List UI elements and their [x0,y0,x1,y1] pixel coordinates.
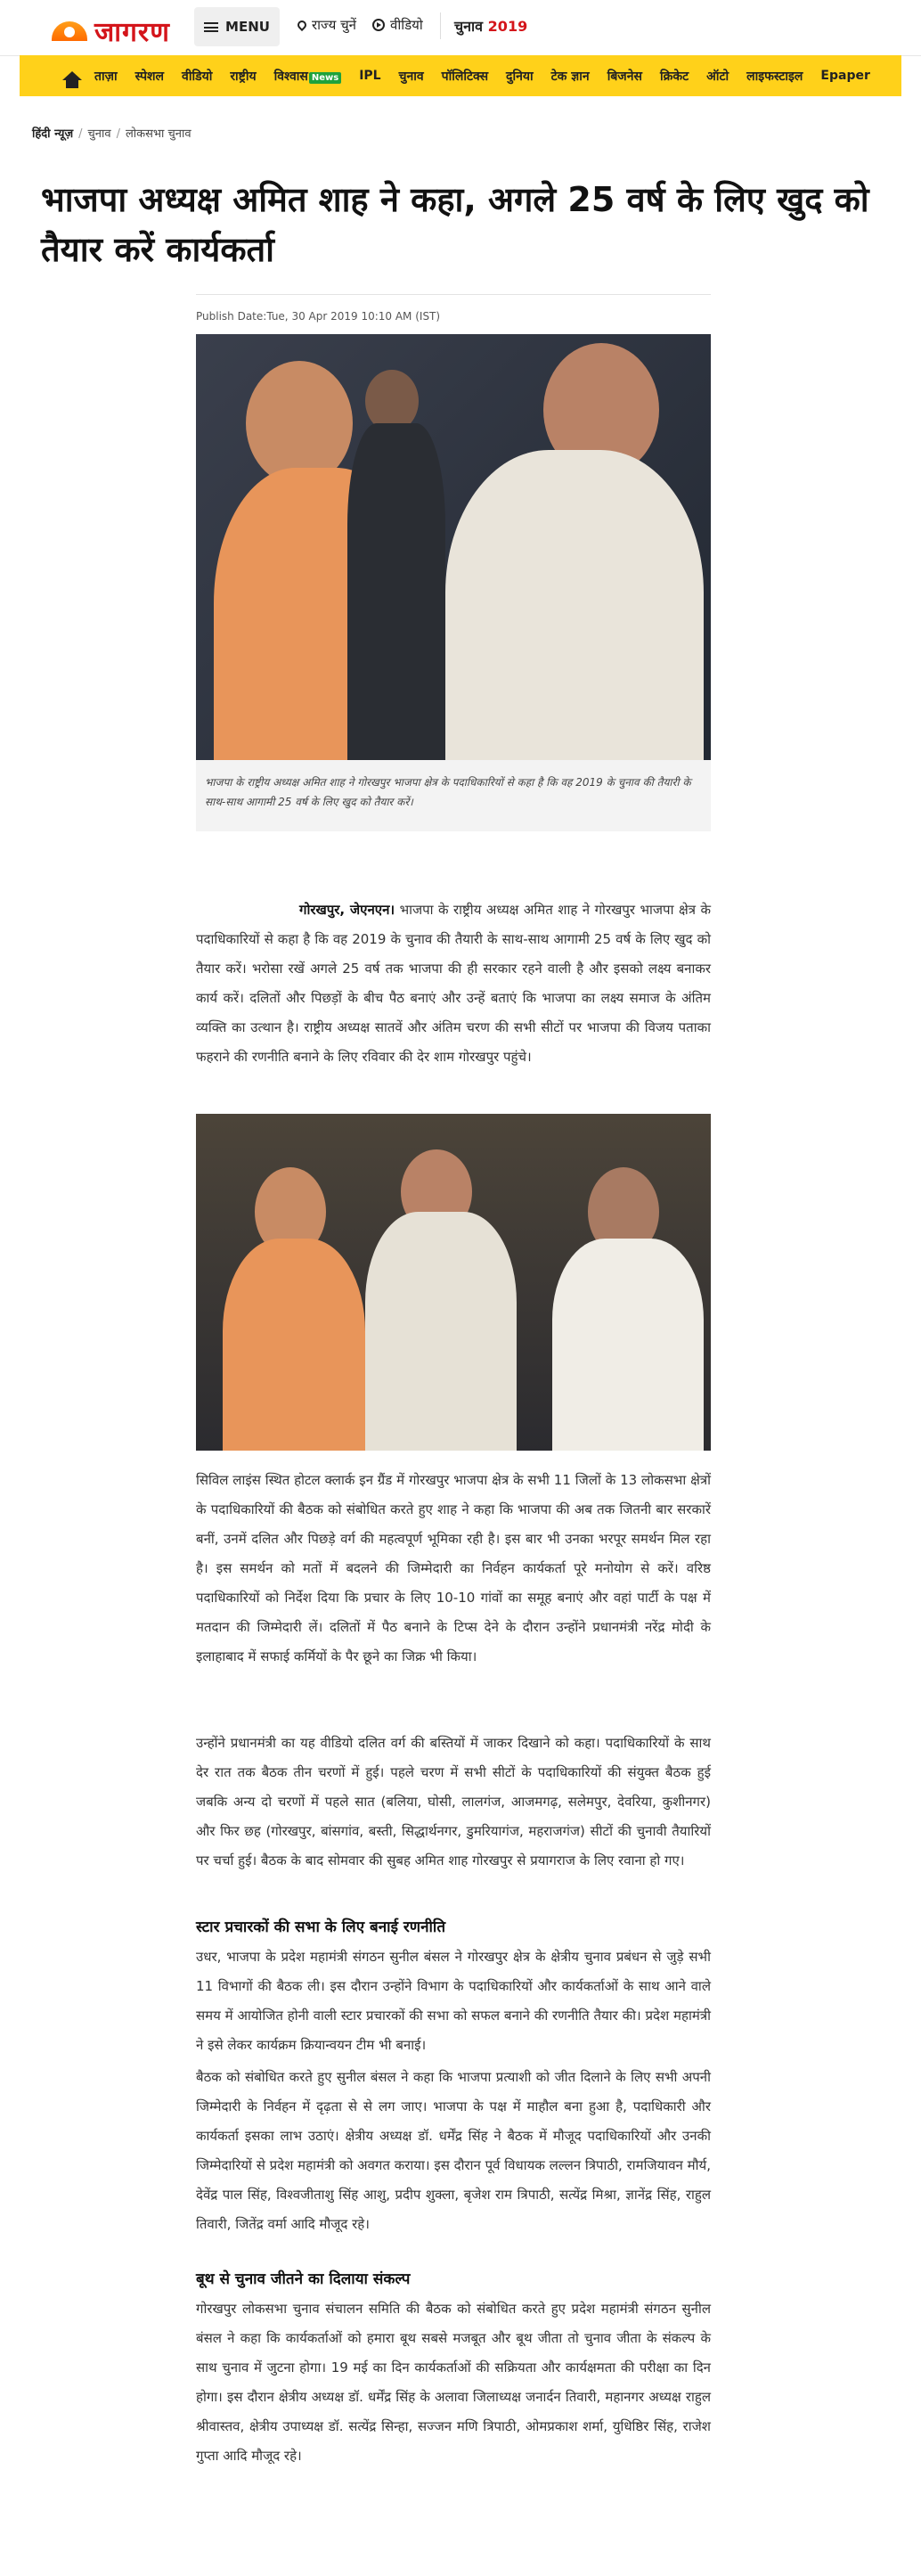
paragraph-text: भाजपा के राष्ट्रीय अध्यक्ष अमित शाह ने गोरखपुर भाजपा क्षेत्र के पदाधिकारियों से कहा है कि वह 2019 के चुनाव की तैयारी के साथ-साथ आगामी 25 वर्ष के लिए खुद को तैयार करें। भरोसा रखें अगले 25 वर्ष तक भाजपा की ही सरकार रहने वाली है और इसको लक्ष्य बनाकर कार्य करें। दलितों और पिछड़ों के बीच पैठ बनाएं और उन्हें बताएं कि भाजपा का लक्ष्य समाज के अंतिम व्यक्ति का उत्थान है। राष्ट्रीय अध्यक्ष सातवें और अंतिम चरण की सभी सीटों पर भाजपा की विजय पताका फहराने की रणनीति बनाने के लिए रविवार की देर शाम गोरखपुर पहुंचे। [196,902,711,1065]
play-icon [372,19,385,31]
breadcrumb-loksabha[interactable]: लोकसभा चुनाव [125,127,192,141]
title-divider [196,294,711,295]
breadcrumb-separator: / [78,127,83,141]
logo-text: जागरण [94,17,170,48]
sun-logo-icon [52,21,87,41]
nav-item-tech[interactable]: टेक ज्ञान [550,69,590,84]
video-link[interactable] [372,16,423,34]
article-title: भाजपा अध्यक्ष अमित शाह ने कहा, अगले 25 वर्ष के लिए खुद को तैयार करें कार्यकर्ता [41,180,869,269]
nav-item-ipl[interactable]: IPL [359,69,381,83]
article-paragraph [196,895,711,1072]
article-paragraph: उन्होंने प्रधानमंत्री का यह वीडियो दलित वर्ग की बस्तियों में जाकर दिखाने को कहा। पदाधिकारियों के साथ देर रात तक बैठक तीन चरणों में हुई। पहले चरण में सभी सीटों के पदाधिकारियों की संयुक्त बैठक हुई जबकि अन्य दो चरणों में पहले सात (बलिया, घोसी, लालगंज, आजमगढ़, सलेमपुर, देवरिया, कुशीनगर) और फिर छह (गोरखपुर, बांसगांव, बस्ती, सिद्धार्थनगर, डुमरियागंज, महराजगंज) सीटों की चुनावी तैयारियों पर चर्चा हुई। बैठक के बाद सोमवार की सुबह अमित शाह गोरखपुर से प्रयागराज के लिए रवाना हो गए। [196,1735,711,1869]
election-link[interactable] [454,16,527,36]
photo-caption: भाजपा के राष्ट्रीय अध्यक्ष अमित शाह ने गोरखपुर भाजपा क्षेत्र के पदाधिकारियों से कहा है कि वह 2019 के चुनाव की तैयारी के साथ-साथ आगामी 25 वर्ष के लिए खुद को तैयार करें। [205,776,691,808]
nav-item-election[interactable]: चुनाव [398,69,424,84]
breadcrumb-election[interactable]: चुनाव [87,127,111,141]
publish-date: Publish Date:Tue, 30 Apr 2019 10:10 AM (IST) [196,310,441,323]
article-paragraph: उधर, भाजपा के प्रदेश महामंत्री संगठन सुनील बंसल ने गोरखपुर क्षेत्र के क्षेत्रीय चुनाव प्रबंधन से जुड़े सभी 11 विभागों की बैठक ली। इस दौरान उन्होंने विभाग के पदाधिकारियों और कार्यकर्ताओं के साथ आने वाले समय में आयोजित होनी वाली स्टार प्रचारकों की सभा को सफल बनाने की रणनीति तैयार की। प्रदेश महामंत्री ने इसे लेकर कार्यक्रम क्रियान्वयन टीम भी बनाई। [196,1949,711,2053]
photo-figure [223,1239,365,1451]
main-nav [20,55,901,96]
nav-item-lifestyle[interactable]: लाइफस्टाइल [746,69,803,84]
photo-figure [552,1239,704,1451]
vishvas-label: विश्वास [273,69,308,84]
menu-button[interactable] [194,7,280,46]
site-logo[interactable] [52,12,170,49]
photo-figure [445,450,704,760]
article-paragraph: सिविल लाइंस स्थित होटल क्लार्क इन ग्रैंड में गोरखपुर भाजपा क्षेत्र के सभी 11 जिलों के 13 लोकसभा क्षेत्रों के पदाधिकारियों की बैठक को संबोधित करते हुए शाह ने कहा कि भाजपा की अब तक जितनी बार सरकारें बनीं, उनमें दलित और पिछड़े वर्ग की महत्वपूर्ण भूमिका रही है। इस बार भी उनका भरपूर समर्थन मिल रहा है। इस समर्थन को मतों में बदलने की जिम्मेदारी का निर्वहन कार्यकर्ता पूरे मनोयोग से करें। वरिष्ठ पदाधिकारियों को निर्देश दिया कि प्रचार के लिए 10-10 गांवों का समूह बनाएं और वहां पार्टी के पक्ष में मतदान की जिम्मेदारी लें। दलितों में पैठ बनाने के टिप्स देने के दौरान उन्होंने प्रधानमंत्री नरेंद्र मोदी के इलाहाबाद में सफाई कर्मियों के पैर छूने का जिक्र भी किया। [196,1472,711,1664]
article-paragraph: गोरखपुर लोकसभा चुनाव संचालन समिति की बैठक को संबोधित करते हुए प्रदेश महामंत्री संगठन सुनील बंसल ने कहा कि कार्यकर्ताओं को हमारा बूथ सबसे मजबूत और बूथ जीता तो चुनाव जीता के संकल्प के साथ चुनाव में जुटना होगा। 19 मई का दिन कार्यकर्ताओं की सक्रियता और कार्यक्षमता की परीक्षा का दिन होगा। इस दौरान क्षेत्रीय अध्यक्ष डॉ. धर्मेंद्र सिंह के अलावा जिलाध्यक्ष जनार्दन तिवारी, महानगर अध्यक्ष राहुल श्रीवास्तव, क्षेत्रीय उपाध्यक्ष डॉ. सत्येंद्र सिन्हा, सज्जन मणि त्रिपाठी, ओमप्रकाश शर्मा, युधिष्ठिर सिंह, राजेश गुप्ता आदि मौजूद रहे। [196,2301,711,2464]
lead-photo [196,334,711,760]
nav-item-business[interactable]: बिजनेस [607,69,642,84]
news-badge: News [309,72,341,84]
photo-figure [365,1212,517,1451]
nav-item-auto[interactable]: ऑटो [706,69,729,84]
nav-item-cricket[interactable]: क्रिकेट [659,69,689,84]
dateline: गोरखपुर, जेएनएन। [299,902,395,918]
video-label: वीडियो [390,17,423,33]
home-icon [62,71,82,80]
state-label: राज्य चुनें [312,17,356,33]
breadcrumb-home[interactable]: हिंदी न्यूज़ [32,127,74,141]
breadcrumb [32,125,192,141]
photo-caption-box [196,760,711,831]
location-pin-icon [296,19,308,31]
section-heading: बूथ से चुनाव जीतने का दिलाया संकल्प [196,2270,411,2288]
photo-figure [347,423,445,760]
nav-item-politics[interactable]: पॉलिटिक्स [441,69,489,84]
state-select-link[interactable] [297,16,356,34]
nav-item-taza[interactable]: ताज़ा [94,69,118,84]
nav-item-world[interactable]: दुनिया [506,69,534,84]
nav-item-vishvas[interactable] [265,68,351,85]
election-year: 2019 [487,18,528,35]
election-label: चुनाव [454,18,484,35]
top-header [0,0,921,56]
nav-item-epaper[interactable]: Epaper [820,69,870,83]
nav-item-national[interactable]: राष्ट्रीय [230,69,257,84]
inline-photo [196,1114,711,1451]
nav-item-video[interactable]: वीडियो [182,69,213,84]
divider [440,12,441,39]
breadcrumb-separator: / [116,127,120,141]
menu-label: MENU [225,19,270,35]
nav-item-special[interactable]: स्पेशल [134,69,165,84]
article-paragraph: बैठक को संबोधित करते हुए सुनील बंसल ने कहा कि भाजपा प्रत्याशी को जीत दिलाने के लिए सभी अपनी जिम्मेदारी के निर्वहन में दृढ़ता से से लग जाए। भाजपा के पक्ष में माहौल बना हुआ है, पदाधिकारी और कार्यकर्ता इसका लाभ उठाएं। क्षेत्रीय अध्यक्ष डॉ. धर्मेंद्र सिंह ने बैठक में मौजूद पदाधिकारियों और उनकी जिम्मेदारियों से प्रदेश महामंत्री को अवगत कराया। इस दौरान पूर्व विधायक लल्लन त्रिपाठी, रामजियावन मौर्य, देवेंद्र पाल सिंह, विश्वजीताशु सिंह आशु, प्रदीप शुक्ला, बृजेश राम त्रिपाठी, सत्येंद्र मिश्रा, ज्ञानेंद्र सिंह, राहुल तिवारी, जितेंद्र वर्मा आदि मौजूद रहे। [196,2069,711,2232]
hamburger-icon [204,22,218,32]
photo-figure [246,361,353,486]
nav-home[interactable] [59,55,86,96]
section-heading: स्टार प्रचारकों की सभा के लिए बनाई रणनीति [196,1918,446,1936]
